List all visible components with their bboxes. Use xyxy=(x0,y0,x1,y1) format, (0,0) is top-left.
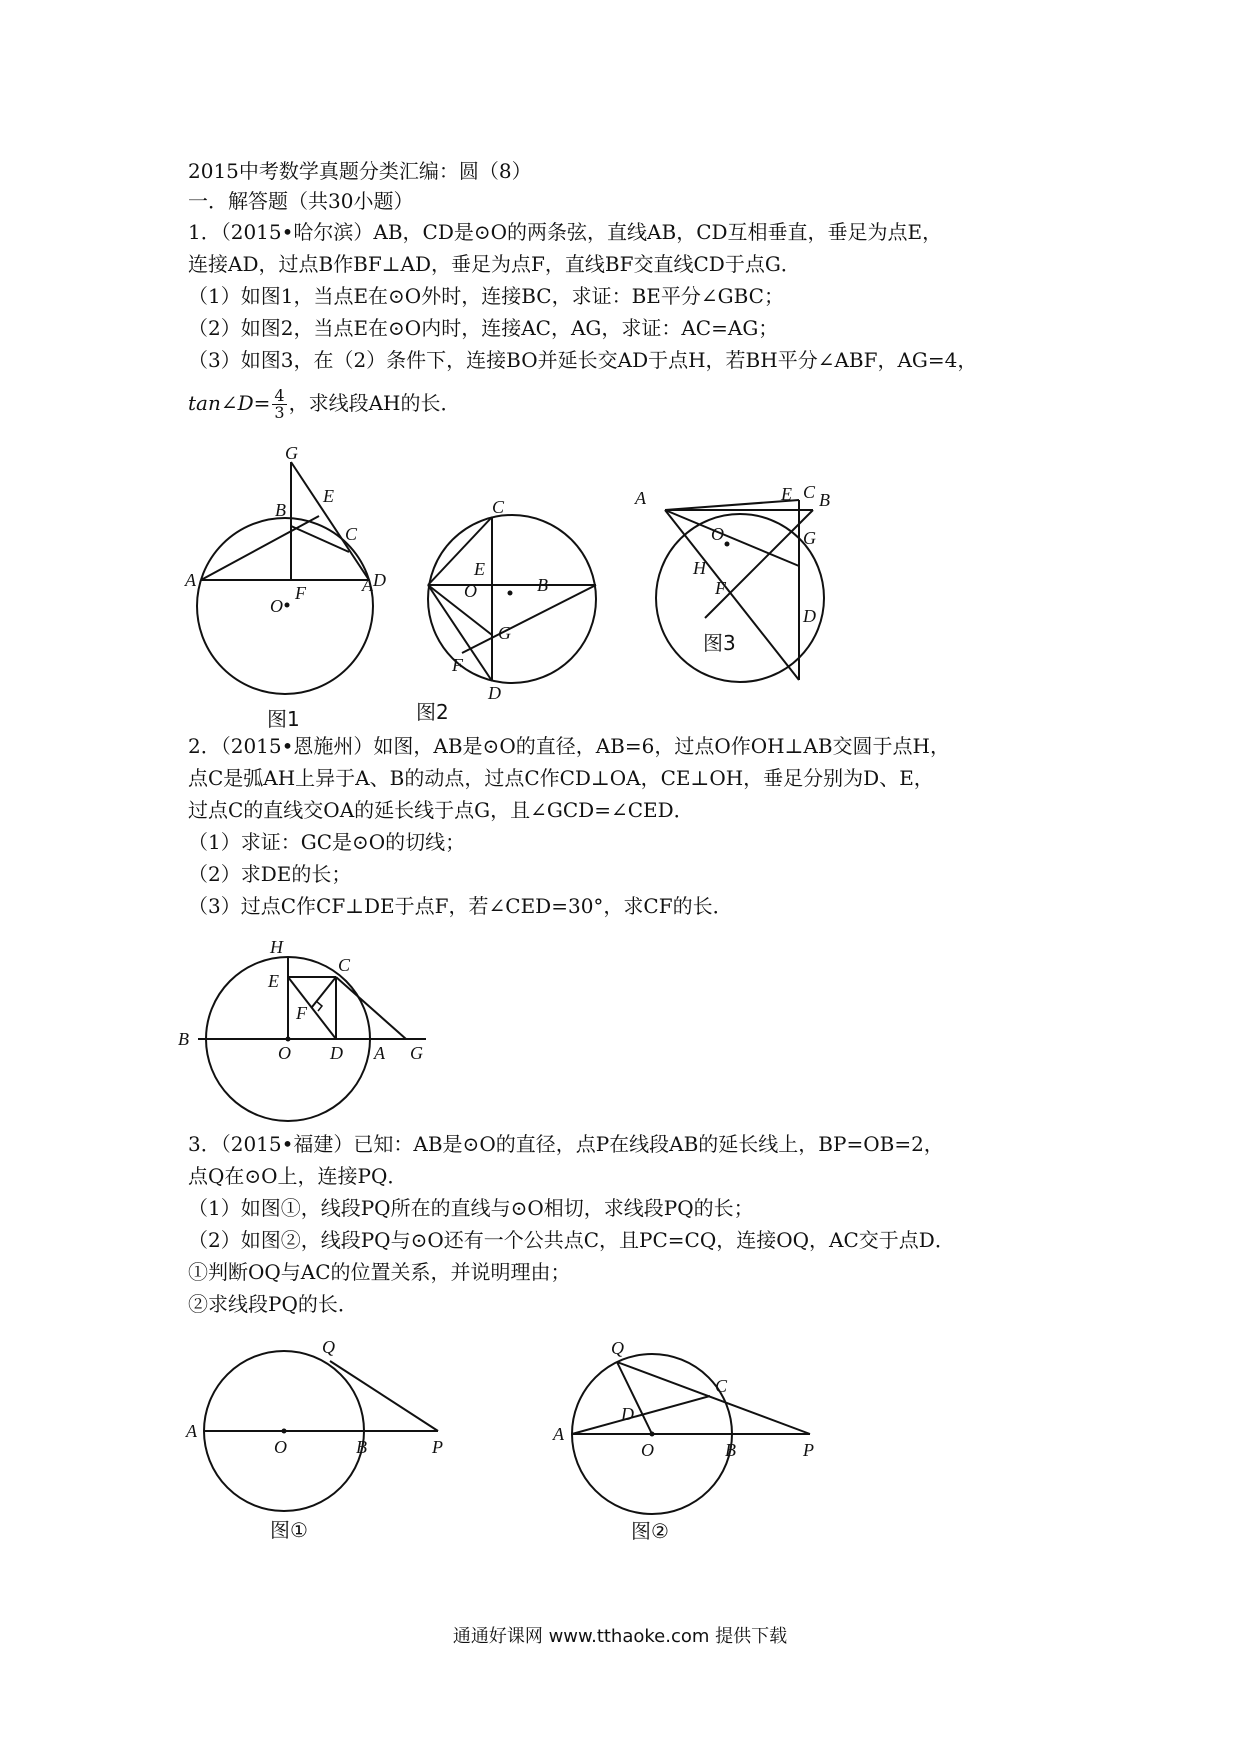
q3-line-2: 点Q在⊙O上，连接PQ． xyxy=(188,1164,408,1188)
fig2-label-A: A xyxy=(362,575,373,595)
fig2-label-D: D xyxy=(488,683,501,703)
fig1-center-dot xyxy=(285,603,290,608)
q3-line-3: （1）如图①，线段PQ所在的直线与⊙O相切，求线段PQ的长； xyxy=(188,1196,754,1220)
fig3-line-AG xyxy=(665,510,799,566)
fig1-label-B: B xyxy=(275,500,286,520)
fig6-label-B: B xyxy=(725,1440,736,1460)
fig6-label-Q: Q xyxy=(611,1338,624,1358)
fig5-label-A: A xyxy=(186,1421,197,1441)
fig1-label-C: C xyxy=(345,524,358,544)
fig1-line-GD xyxy=(291,462,369,580)
fig4-label-C: C xyxy=(338,955,351,975)
fig4-label-B: B xyxy=(178,1029,189,1049)
fig1-label-O: O xyxy=(270,596,283,616)
q3-line-4: （2）如图②，线段PQ与⊙O还有一个公共点C，且PC=CQ，连接OQ，AC交于点D． xyxy=(188,1228,955,1252)
fig1-label-D: D xyxy=(373,570,386,590)
fig6-label-P: P xyxy=(803,1440,814,1460)
fig3-label-B: B xyxy=(819,490,830,510)
q2-line-2: 点C是弧AH上异于A、B的动点，过点C作CD⊥OA，CE⊥OH，垂足分别为D、E， xyxy=(188,766,934,790)
q3-line-5: ①判断OQ与AC的位置关系，并说明理由； xyxy=(188,1260,571,1284)
fig3-label-H: H xyxy=(693,558,706,578)
fig4-label-E: E xyxy=(268,971,279,991)
fig2-label-G: G xyxy=(498,623,511,643)
fig3-line-AC xyxy=(665,500,799,510)
fig1-label-A: A xyxy=(185,570,196,590)
fig1-label-F: F xyxy=(295,583,306,603)
fig6-label-D: D xyxy=(621,1404,634,1424)
fig3-center-dot xyxy=(725,542,730,547)
fig3-label-D: D xyxy=(803,606,816,626)
q1-line-1: 1．（2015•哈尔滨）AB，CD是⊙O的两条弦，直线AB，CD互相垂直，垂足为点E， xyxy=(188,220,943,244)
fig1-label-G: G xyxy=(285,443,298,463)
q2-line-5: （2）求DE的长； xyxy=(188,862,352,886)
q2-line-1: 2．（2015•恩施州）如图，AB是⊙O的直径，AB=6，过点O作OH⊥AB交圆于点H， xyxy=(188,734,950,758)
q2-line-3: 过点C的直线交OA的延长线于点G，且∠GCD=∠CED． xyxy=(188,798,694,822)
page-footer: 通通好课网 www.tthaoke.com 提供下载 xyxy=(452,1626,788,1647)
fig4-label-H: H xyxy=(270,937,283,957)
fig3-caption: 图3 xyxy=(703,631,736,655)
fig4-label-A: A xyxy=(374,1043,385,1063)
figure-6 xyxy=(555,1332,835,1542)
fig2-line-AG xyxy=(428,585,492,635)
fig3-label-E: E xyxy=(781,484,792,504)
q1-tan-label: tan∠D= xyxy=(188,391,271,415)
figure-3 xyxy=(635,482,865,740)
fig5-caption: 图① xyxy=(270,1518,308,1542)
fig5-line-QP xyxy=(330,1361,438,1431)
fig6-line-AC xyxy=(572,1396,710,1434)
fig5-label-O: O xyxy=(274,1437,287,1457)
fig5-label-B: B xyxy=(356,1437,367,1457)
fig4-right-angle-mark xyxy=(316,1001,322,1011)
fraction-numerator: 4 xyxy=(274,386,285,405)
fig4-label-O: O xyxy=(278,1043,291,1063)
fig3-label-F: F xyxy=(715,578,726,598)
fig4-center-dot xyxy=(286,1037,291,1042)
q1-line-6 xyxy=(188,388,460,421)
q3-line-6: ②求线段PQ的长． xyxy=(188,1292,358,1316)
fig2-label-C: C xyxy=(492,497,505,517)
q1-line-4: （2）如图2，当点E在⊙O内时，连接AC，AG，求证：AC=AG； xyxy=(188,316,779,340)
fig4-line-CG xyxy=(336,977,406,1039)
fig2-center-dot xyxy=(508,591,513,596)
fig2-label-O: O xyxy=(464,581,477,601)
fig2-line-BF xyxy=(462,585,596,653)
q2-line-4: （1）求证：GC是⊙O的切线； xyxy=(188,830,466,854)
fig3-label-C: C xyxy=(803,482,816,502)
fig6-label-A: A xyxy=(553,1424,564,1444)
fig4-label-D: D xyxy=(330,1043,343,1063)
fig6-label-O: O xyxy=(641,1440,654,1460)
fig5-label-P: P xyxy=(432,1437,443,1457)
section-heading: 一．解答题（共30小题） xyxy=(188,189,414,213)
figure-2 xyxy=(362,475,630,735)
fig5-label-Q: Q xyxy=(322,1337,335,1357)
fig2-label-E: E xyxy=(474,559,485,579)
fig4-label-F: F xyxy=(296,1003,307,1023)
q1-line-5: （3）如图3，在（2）条件下，连接BO并延长交AD于点H，若BH平分∠ABF，AG=4， xyxy=(188,348,978,372)
q1-tan-tail: ，求线段AH的长． xyxy=(288,391,461,415)
fig4-line-CF xyxy=(312,977,336,1007)
q1-line-3: （1）如图1，当点E在⊙O外时，连接BC，求证：BE平分∠GBC； xyxy=(188,284,784,308)
fig2-caption: 图2 xyxy=(416,700,449,724)
figure-5 xyxy=(188,1335,458,1545)
fig5-center-dot xyxy=(282,1429,287,1434)
fig3-label-O: O xyxy=(711,524,724,544)
q3-line-1: 3．（2015•福建）已知：AB是⊙O的直径，点P在线段AB的延长线上，BP=OB=2， xyxy=(188,1132,944,1156)
fig2-label-F: F xyxy=(452,655,463,675)
q1-line-2: 连接AD，过点B作BF⊥AD，垂足为点F，直线BF交直线CD于点G． xyxy=(188,252,801,276)
fig3-label-G: G xyxy=(803,528,816,548)
doc-title: 2015中考数学真题分类汇编：圆（8） xyxy=(188,159,532,183)
figure-4 xyxy=(178,935,438,1125)
fig6-center-dot xyxy=(650,1432,655,1437)
fig3-label-A: A xyxy=(635,488,646,508)
fig1-line-BC xyxy=(291,526,349,552)
fig6-caption: 图② xyxy=(631,1519,669,1543)
fig6-label-C: C xyxy=(715,1376,728,1396)
fig1-caption: 图1 xyxy=(267,707,300,731)
fig1-label-E: E xyxy=(323,486,334,506)
fraction-denominator: 3 xyxy=(274,403,285,422)
fig4-label-G: G xyxy=(410,1043,423,1063)
q1-fraction xyxy=(272,388,286,421)
fig2-label-B: B xyxy=(537,575,548,595)
q2-line-6: （3）过点C作CF⊥DE于点F，若∠CED=30°，求CF的长． xyxy=(188,894,733,918)
